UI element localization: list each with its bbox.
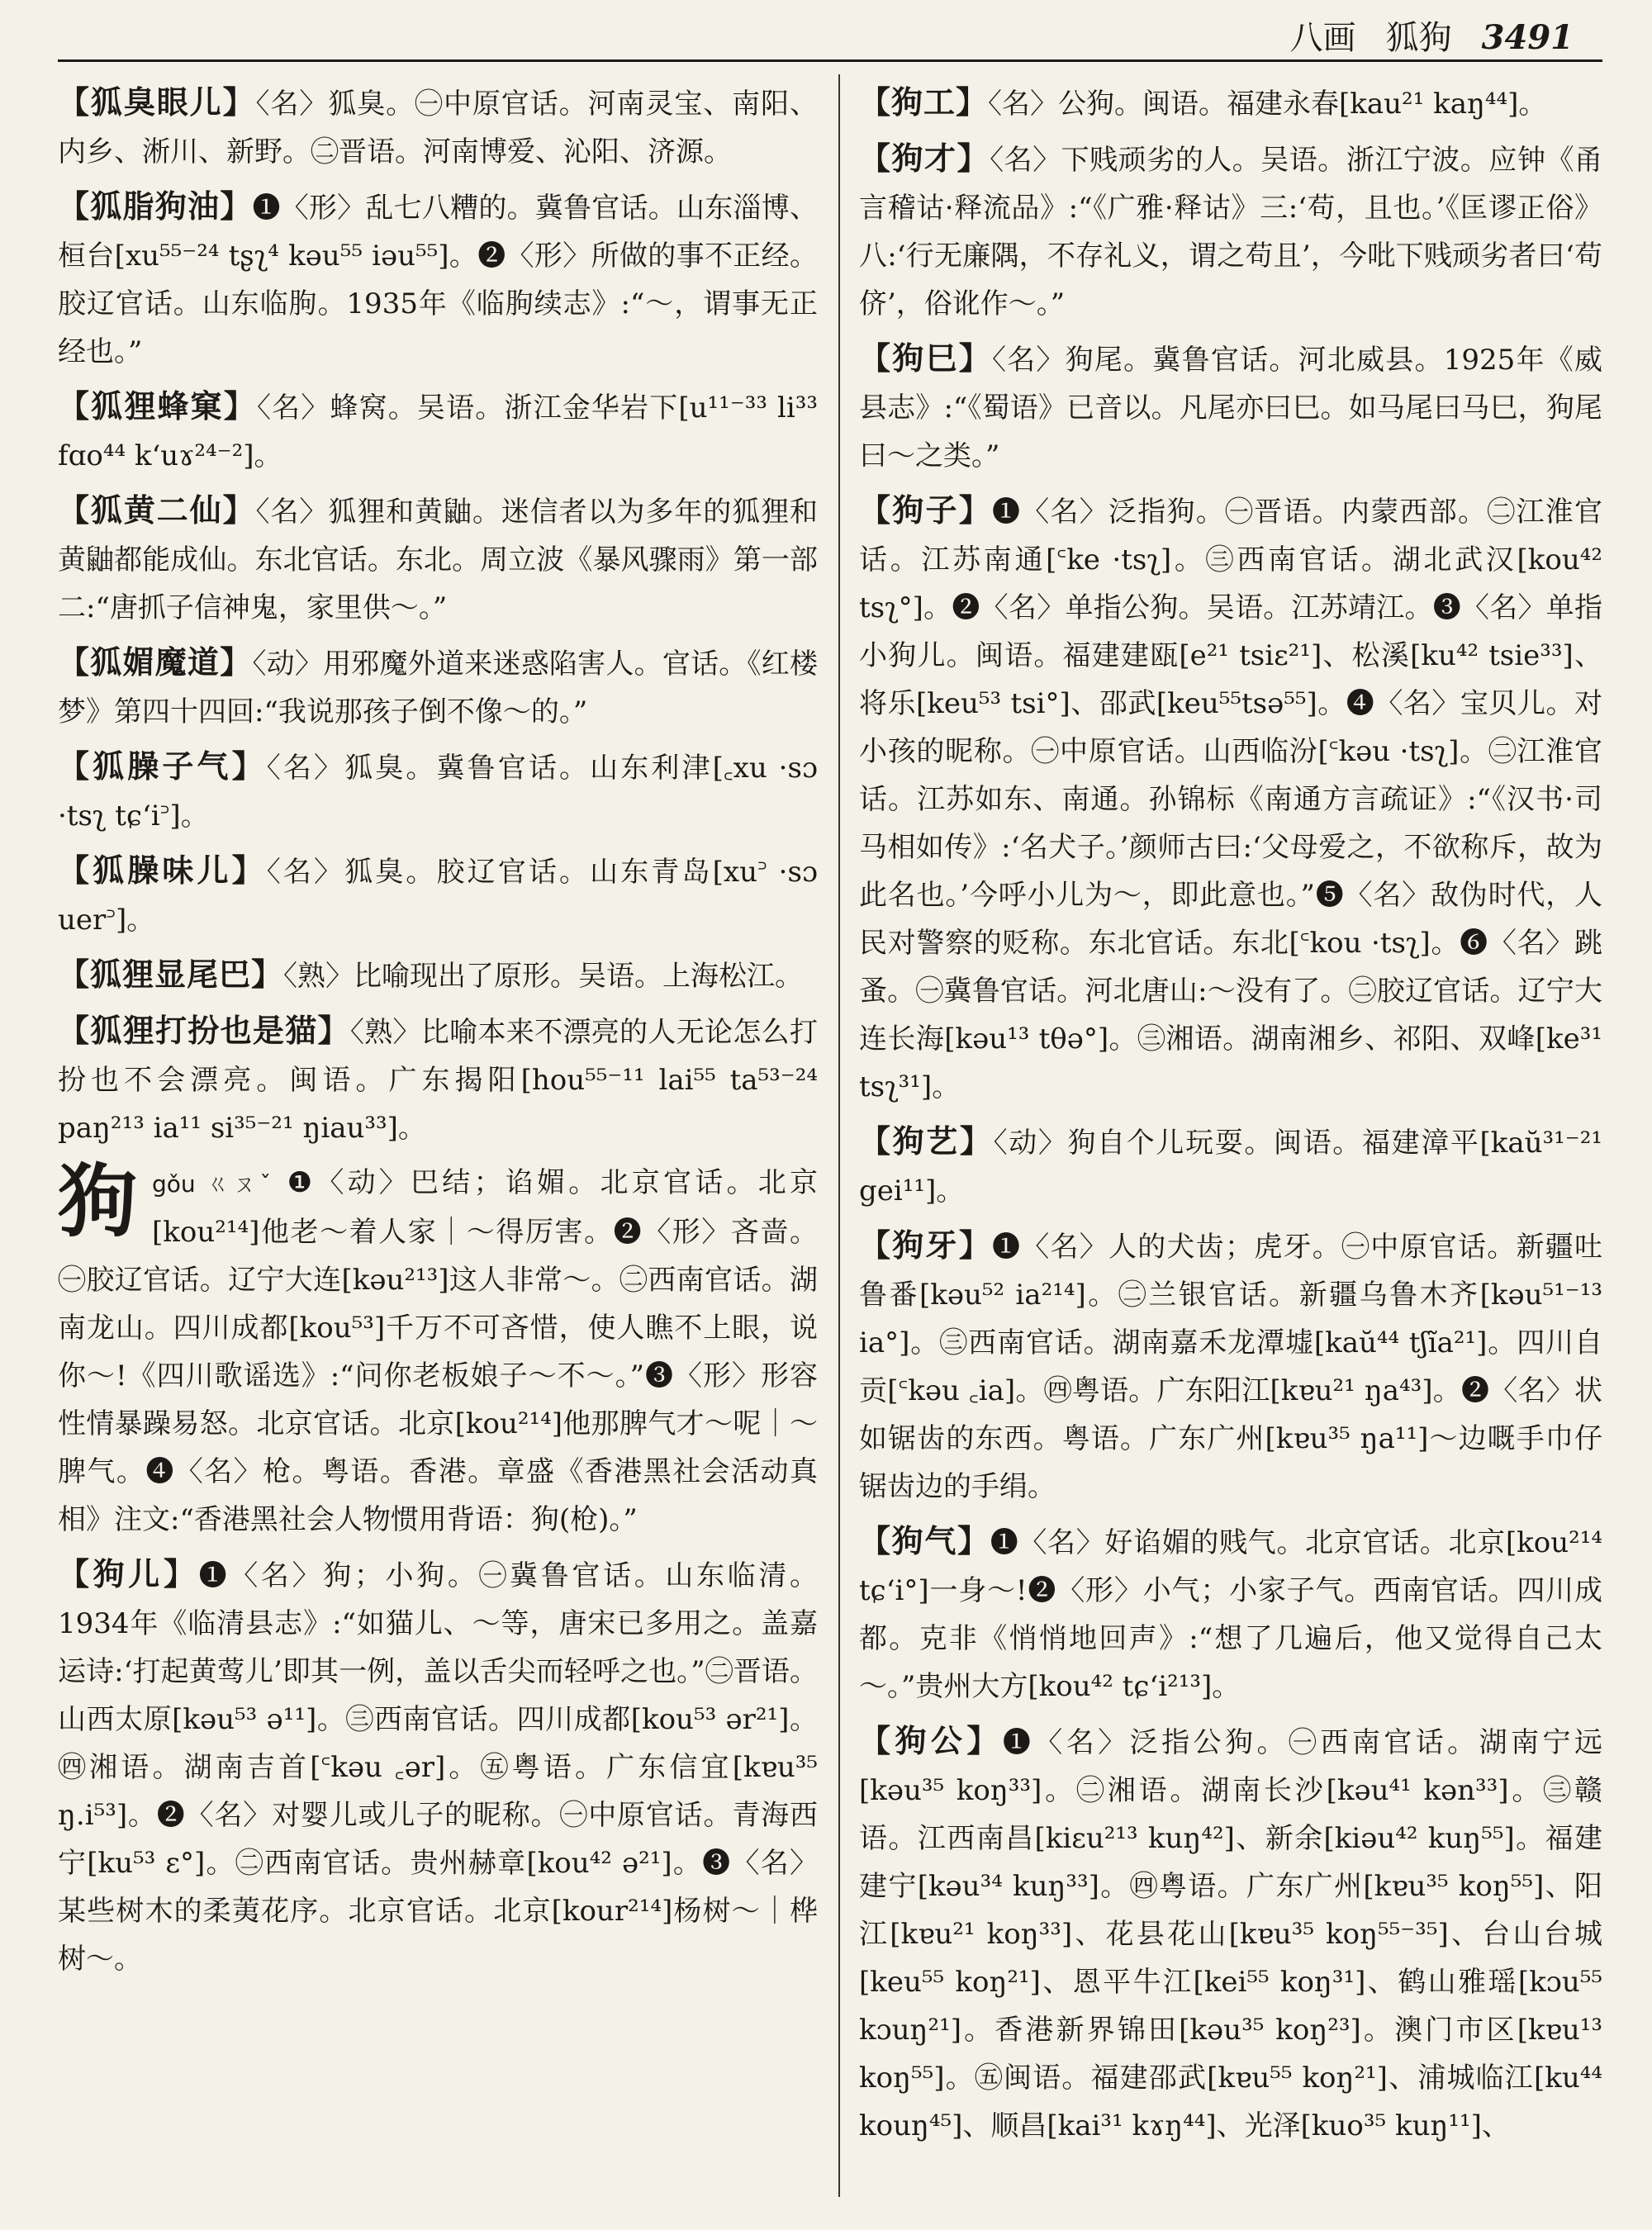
entry-definition: 〈动〉狗自个儿玩耍。闽语。福建漳平[kaŭ³¹⁻²¹ gei¹¹]。 bbox=[859, 1127, 1602, 1208]
dictionary-entry bbox=[58, 78, 818, 176]
entry-headword: 【狗公】 bbox=[859, 1722, 1003, 1759]
dictionary-entry bbox=[859, 135, 1602, 328]
entry-definition: 〈动〉用邪魔外道来迷惑陷害人。官话。《红楼梦》第四十四回:“我说那孩子倒不像～的。” bbox=[58, 648, 818, 728]
entry-definition: 〈熟〉比喻现出了原形。吴语。上海松江。 bbox=[283, 960, 804, 993]
entry-definition: 〈名〉公狗。闽语。福建永春[kau²¹ kaŋ⁴⁴]。 bbox=[988, 88, 1547, 121]
entry-definition: ❶〈名〉人的犬齿；虎牙。㊀中原官话。新疆吐鲁番[kəu⁵² ia²¹⁴]。㊁兰银官话。新疆乌鲁木齐[kəu⁵¹⁻¹³ ia°]。㊂西南官话。湖南嘉禾龙潭墟[kaŭ⁴⁴ tʃĩa²¹]。四川自贡[꜂kəu ꜀ia]。㊃粤语。广东阳江[kɐu²¹ ŋa⁴³]。❷〈名〉状如锯齿的东西。粤语。广东广州[kɐu³⁵ ŋa¹¹]～边嘅手巾仔锯齿边的手绢。 bbox=[859, 1231, 1602, 1503]
head-character-entry bbox=[58, 1155, 818, 1544]
entry-headword: 【狗才】 bbox=[859, 140, 990, 177]
entry-definition: 〈名〉蜂窝。吴语。浙江金华岩下[u¹¹⁻³³ li³³ fɑo⁴⁴ k‘uɤ²⁴⁻²]。 bbox=[58, 391, 818, 472]
entry-definition: 〈名〉狐臭。㊀中原官话。河南灵宝、南阳、内乡、淅川、新野。㊁晋语。河南博爱、沁阳、济源。 bbox=[58, 88, 818, 168]
entry-headword: 【狐臭眼儿】 bbox=[58, 83, 256, 121]
section-label: 八画 bbox=[1289, 19, 1356, 57]
dictionary-entry bbox=[58, 743, 818, 840]
head-character-reading: gǒu ㄍㄡˇ bbox=[152, 1170, 275, 1198]
entry-definition: 〈名〉狐臭。冀鲁官话。山东利津[꜀xu ·sɔ ·tsʅ tɕ‘i꜄]。 bbox=[58, 752, 818, 833]
entry-headword: 【狐狸显尾巴】 bbox=[58, 956, 284, 993]
entry-definition: ❶〈名〉好谄媚的贱气。北京官话。北京[kou²¹⁴ tɕ‘i°]一身～!❷〈形〉小气；小家子气。西南官话。四川成都。克非《悄悄地回声》:“想了几遍后，他又觉得自己太～。”贵州大方[kou⁴² tɕ‘i²¹³]。 bbox=[859, 1526, 1602, 1703]
dictionary-entry bbox=[859, 1717, 1602, 2150]
dictionary-entry bbox=[859, 1222, 1602, 1511]
header-title: 狐狗 bbox=[1385, 19, 1452, 57]
dictionary-entry bbox=[859, 486, 1602, 1111]
entry-definition: 〈名〉狐臭。胶辽官话。山东青岛[xu꜄ ·sɔ uer꜄]。 bbox=[58, 856, 818, 937]
entry-headword: 【狐狸打扮也是猫】 bbox=[58, 1012, 350, 1049]
head-character: 狗 bbox=[58, 1155, 137, 1248]
entry-headword: 【狗巳】 bbox=[859, 339, 992, 377]
right-entries bbox=[859, 78, 1602, 2150]
left-tail-entries bbox=[58, 1550, 818, 1983]
entry-headword: 【狐臊子气】 bbox=[58, 747, 267, 785]
entry-headword: 【狗子】 bbox=[859, 491, 992, 529]
left-column bbox=[58, 78, 818, 2213]
dictionary-entry bbox=[58, 847, 818, 944]
entry-headword: 【狗牙】 bbox=[859, 1226, 992, 1264]
entry-headword: 【狐狸蜂窠】 bbox=[58, 387, 257, 425]
entry-definition: 〈名〉狗尾。冀鲁官话。河北威县。1925年《威县志》:“《蜀语》已音以。凡尾亦曰巳。如马尾曰马巳，狗尾曰～之类。” bbox=[859, 344, 1602, 472]
entry-headword: 【狗工】 bbox=[859, 83, 989, 121]
entry-headword: 【狗气】 bbox=[859, 1522, 990, 1559]
entry-headword: 【狐臊味儿】 bbox=[58, 852, 267, 889]
head-character-definition: ❶〈动〉巴结；谄媚。北京官话。北京[kou²¹⁴]他老～着人家｜～得厉害。❷〈形〉吝啬。㊀胶辽官话。辽宁大连[kəu²¹³]这人非常～。㊁西南官话。湖南龙山。四川成都[kou⁵³]千万不可吝惜，使人瞧不上眼，说你～!《四川歌谣选》:“问你老板娘子～不～。”❸〈形〉形容性情暴躁易怒。北京官话。北京[kou²¹⁴]他那脾气才～呢｜～脾气。❹〈名〉枪。粤语。香港。章盛《香港黑社会活动真相》注文:“香港黑社会人物惯用背语：狗(枪)。” bbox=[58, 1166, 818, 1536]
dictionary-entry bbox=[58, 1550, 818, 1983]
entry-headword: 【狐黄二仙】 bbox=[58, 491, 256, 529]
dictionary-entry bbox=[58, 486, 818, 632]
dictionary-entry bbox=[859, 78, 1602, 128]
dictionary-entry bbox=[58, 183, 818, 376]
dictionary-entry bbox=[859, 1117, 1602, 1215]
entry-definition: ❶〈名〉泛指公狗。㊀西南官话。湖南宁远[kəu³⁵ koŋ³³]。㊁湘语。湖南长沙[kəu⁴¹ kən³³]。㊂赣语。江西南昌[kiɛu²¹³ kuŋ⁴²]、新余[kiəu⁴² kuŋ⁵⁵]。福建建宁[kəu³⁴ kuŋ³³]。㊃粤语。广东广州[kɐu³⁵ koŋ⁵⁵]、阳江[kɐu²¹ koŋ³³]、花县花山[kɐu³⁵ koŋ⁵⁵⁻³⁵]、台山台城[keu⁵⁵ koŋ²¹]、恩平牛江[kei⁵⁵ koŋ³¹]、鹤山雅瑶[kɔu⁵⁵ kɔuŋ²¹]。香港新界锦田[kəu³⁵ koŋ²³]。澳门市区[kɐu¹³ koŋ⁵⁵]。㊄闽语。福建邵武[kɐu⁵⁵ koŋ²¹]、浦城临江[ku⁴⁴ kouŋ⁴⁵]、顺昌[kai³¹ kɤŋ⁴⁴]、光泽[kuo³⁵ kuŋ¹¹]、 bbox=[859, 1726, 1602, 2142]
entry-definition: 〈名〉狐狸和黄鼬。迷信者以为多年的狐狸和黄鼬都能成仙。东北官话。东北。周立波《暴风骤雨》第一部二:“唐抓子信神鬼，家里供～。” bbox=[58, 496, 818, 624]
column-divider bbox=[838, 74, 840, 2197]
left-entries bbox=[58, 78, 818, 1152]
header-rule bbox=[58, 59, 1602, 62]
entry-definition: 〈熟〉比喻本来不漂亮的人无论怎么打扮也不会漂亮。闽语。广东揭阳[hou⁵⁵⁻¹¹ lai⁵⁵ ta⁵³⁻²⁴ paŋ²¹³ ia¹¹ si³⁵⁻²¹ ŋiau³³]。 bbox=[58, 1016, 818, 1145]
running-head bbox=[1290, 12, 1574, 59]
entry-headword: 【狐脂狗油】 bbox=[58, 187, 253, 225]
entry-definition: ❶〈名〉狗；小狗。㊀冀鲁官话。山东临清。1934年《临清县志》:“如猫儿、～等，唐宋已多用之。盖嘉运诗:‘打起黄莺儿’即其一例，盖以舌尖而轻呼之也。”㊁晋语。山西太原[kəu⁵³ ə¹¹]。㊂西南官话。四川成都[kou⁵³ ər²¹]。㊃湘语。湖南吉首[꜂kəu ꜀ər]。㊄粤语。广东信宜[kɐu³⁵ ŋ.i⁵³]。❷〈名〉对婴儿或儿子的昵称。㊀中原官话。青海西宁[ku⁵³ ɛ°]。㊁西南官话。贵州赫章[kou⁴² ə²¹]。❸〈名〉某些树木的柔荑花序。北京官话。北京[kour²¹⁴]杨树～｜桦树～。 bbox=[58, 1559, 818, 1976]
dictionary-entry bbox=[859, 1517, 1602, 1710]
entry-definition: ❶〈名〉泛指狗。㊀晋语。内蒙西部。㊁江淮官话。江苏南通[꜂ke ·tsʅ]。㊂西南官话。湖北武汉[kou⁴² tsʅ°]。❷〈名〉单指公狗。吴语。江苏靖江。❸〈名〉单指小狗儿。闽语。福建建瓯[e²¹ tsiɛ²¹]、松溪[ku⁴² tsie³³]、将乐[keu⁵³ tsi°]、邵武[keu⁵⁵tsə⁵⁵]。❹〈名〉宝贝儿。对小孩的昵称。㊀中原官话。山西临汾[꜂kəu ·tsʅ]。㊁江淮官话。江苏如东、南通。孙锦标《南通方言疏证》:“《汉书·司马相如传》:‘名犬子。’颜师古曰:‘父母爱之，不欲称斥，故为此名也。’今呼小儿为～，即此意也。”❺〈名〉敌伪时代，人民对警察的贬称。东北官话。东北[꜂kou ·tsʅ]。❻〈名〉跳蚤。㊀冀鲁官话。河北唐山:～没有了。㊁胶辽官话。辽宁大连长海[kəu¹³ tθə°]。㊂湘语。湖南湘乡、祁阳、双峰[ke³¹ tsʅ³¹]。 bbox=[859, 496, 1602, 1103]
right-column bbox=[859, 78, 1602, 2213]
dictionary-entry bbox=[58, 1007, 818, 1152]
dictionary-entry bbox=[58, 382, 818, 480]
entry-headword: 【狗儿】 bbox=[58, 1555, 199, 1592]
entry-definition: 〈名〉下贱顽劣的人。吴语。浙江宁波。应钟《甬言稽诂·释流品》:“《广雅·释诂》三:‘苟，且也。’《匡谬正俗》八:‘行无廉隅，不存礼义，谓之苟且’，今吡下贱顽劣者曰‘苟侪’，俗讹作～。” bbox=[859, 144, 1602, 320]
entry-headword: 【狐媚魔道】 bbox=[58, 643, 253, 681]
page-number: 3491 bbox=[1481, 18, 1574, 57]
dictionary-entry bbox=[58, 951, 818, 1000]
page-header bbox=[0, 0, 1652, 74]
dictionary-entry bbox=[859, 334, 1602, 480]
dictionary-entry bbox=[58, 638, 818, 736]
entry-headword: 【狗艺】 bbox=[859, 1122, 994, 1160]
entry-definition: ❶〈形〉乱七八糟的。冀鲁官话。山东淄博、桓台[xu⁵⁵⁻²⁴ tʂʅ⁴ kəu⁵⁵ iəu⁵⁵]。❷〈形〉所做的事不正经。胶辽官话。山东临朐。1935年《临朐续志》:“～，谓事无正经也。” bbox=[58, 192, 818, 368]
